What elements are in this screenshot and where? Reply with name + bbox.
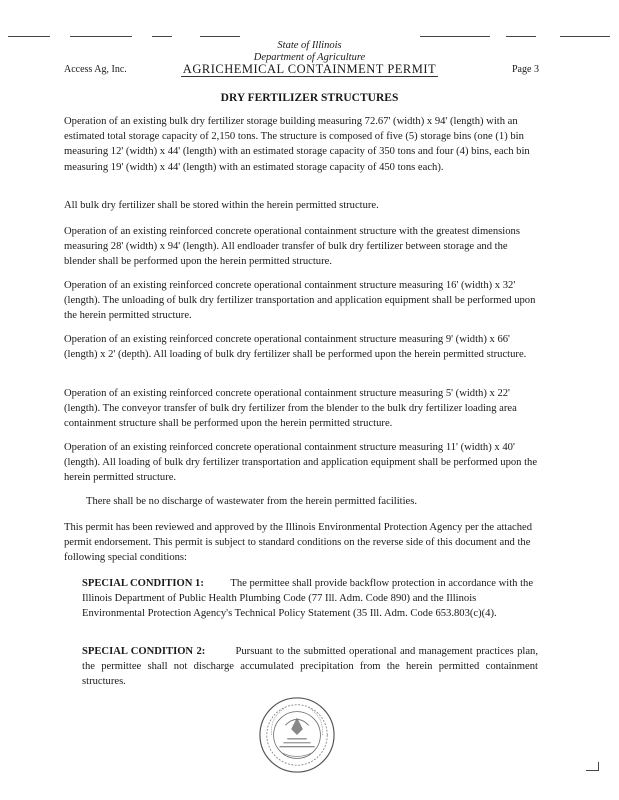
paragraph-storage-building: Operation of an existing bulk dry fertilizer storage building measuring 72.67' (width) x 94' (length) with an estimated total storage capacity of 2,150 tons. The structure is composed of five (5) storage bins (one (1) bin measuring 12' (width) x 44' (length) with an estimated storage capacity of 350 tons and four (4) bins, each bin measuring 19' (width) x 44' (length) with an estimated storage capacity of 450 tons each). bbox=[64, 116, 530, 173]
paragraph-loading-structure: Operation of an existing reinforced concrete operational containment structure measuring 9' (width) x 66' (length) x 2' (depth). All loading of bulk dry fertilizer shall be performed upon the herein permitted structure. bbox=[64, 334, 527, 361]
scan-artifact-line bbox=[420, 36, 490, 37]
paragraph-review-statement: This permit has been reviewed and approved by the Illinois Environmental Protection Agency per the attached permit endorsement. This permit is subject to standard conditions on the reverse side of this document and the following special conditions: bbox=[64, 522, 533, 564]
page-number: Page 3 bbox=[512, 64, 539, 75]
special-condition-2 bbox=[82, 644, 538, 690]
scan-artifact-line bbox=[70, 36, 132, 37]
permit-title: AGRICHEMICAL CONTAINMENT PERMIT bbox=[182, 62, 437, 76]
special-condition-label: SPECIAL CONDITION 2: bbox=[82, 646, 206, 657]
header-state: State of Illinois bbox=[277, 40, 342, 51]
special-condition-1 bbox=[82, 576, 538, 622]
paragraph-equipment-loading-structure: Operation of an existing reinforced concrete operational containment structure measuring 11' (width) x 40' (length). All loading of bulk dry fertilizer transportation and application equipment shall be performed upon the herein permitted structure. bbox=[64, 442, 538, 484]
paragraph-no-discharge: There shall be no discharge of wastewater from the herein permitted facilities. bbox=[86, 496, 418, 507]
scan-artifact-line bbox=[560, 36, 610, 37]
paragraph-storage-requirement: All bulk dry fertilizer shall be stored within the herein permitted structure. bbox=[64, 200, 379, 211]
scan-artifact-line bbox=[200, 36, 240, 37]
scan-artifact-line bbox=[8, 36, 50, 37]
paragraph-endloader-structure: Operation of an existing reinforced concrete operational containment structure with the greatest dimensions measuring 28' (width) x 94' (length). All endloader transfer of bulk dry fertilizer between storage and the blender shall be performed upon the herein permitted structure. bbox=[64, 226, 520, 268]
scan-artifact-line bbox=[152, 36, 172, 37]
special-condition-text: Pursuant to the submitted operational and management practices plan, the permittee shall not discharge accumulated precipitation from the herein permitted containment structures. bbox=[82, 646, 538, 688]
state-seal-icon bbox=[258, 696, 336, 774]
header-permittee: Access Ag, Inc. bbox=[64, 64, 127, 75]
section-title: DRY FERTILIZER STRUCTURES bbox=[220, 92, 399, 104]
special-condition-label: SPECIAL CONDITION 1: bbox=[82, 578, 204, 589]
special-condition-text: The permittee shall provide backflow protection in accordance with the Illinois Department of Public Health Plumbing Code (77 Ill. Adm. Code 890) and the Illinois Environmental Protection Agency's Technical Policy Statement (35 Ill. Adm. Code 653.803(c)(4). bbox=[82, 578, 534, 620]
scan-artifact-line bbox=[506, 36, 536, 37]
paragraph-unloading-structure: Operation of an existing reinforced concrete operational containment structure measuring 16' (width) x 32' (length). The unloading of bulk dry fertilizer transportation and application equipment shall be performed upon the herein permitted structure. bbox=[64, 280, 536, 322]
paragraph-conveyor-structure: Operation of an existing reinforced concrete operational containment structure measuring 5' (width) x 22' (length). The conveyor transfer of bulk dry fertilizer from the blender to the bulk dry fertilizer loading area containment structure shall be performed upon the herein permitted structure. bbox=[64, 388, 517, 430]
header-department: Department of Agriculture bbox=[253, 52, 366, 63]
scan-corner-mark bbox=[586, 762, 599, 771]
